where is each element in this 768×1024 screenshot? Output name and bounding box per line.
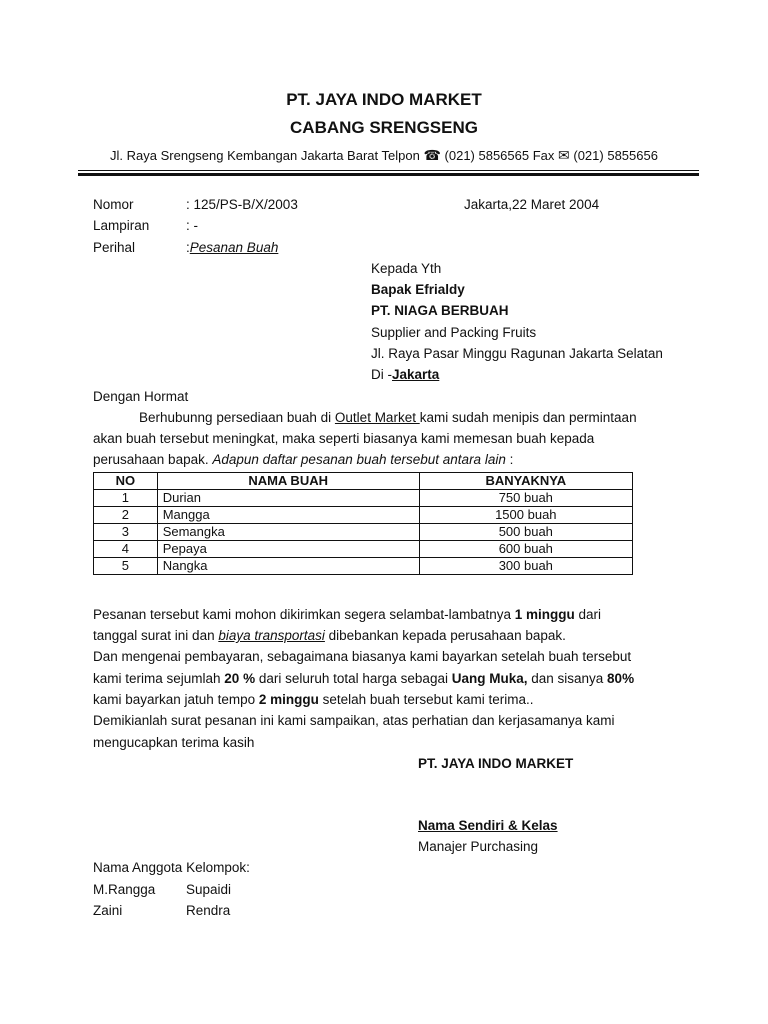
header-divider-thick xyxy=(78,173,699,176)
lampiran-label: Lampiran xyxy=(93,218,150,233)
paragraph-1-line-1 xyxy=(139,410,637,426)
row-qty: 500 buah xyxy=(419,524,632,541)
address-line xyxy=(0,147,768,164)
p3-percent-20: 20 % xyxy=(224,671,256,686)
recipient-line2: Jl. Raya Pasar Minggu Ragunan Jakarta Selatan xyxy=(371,346,663,361)
paragraph-4-line-2: mengucapkan terima kasih xyxy=(93,735,255,750)
p3-percent-80: 80% xyxy=(607,671,635,686)
branch-title: CABANG SRENGSENG xyxy=(290,118,478,137)
table-header-row xyxy=(94,473,633,490)
p2-one-week: 1 minggu xyxy=(514,607,575,622)
nomor-value: : 125/PS-B/X/2003 xyxy=(186,197,298,212)
header-banyaknya: BANYAKNYA xyxy=(419,473,632,490)
place-date: Jakarta,22 Maret 2004 xyxy=(464,197,600,212)
header-nama-buah: NAMA BUAH xyxy=(157,473,419,490)
p2-line1-c: dari xyxy=(574,607,601,622)
nomor-label: Nomor xyxy=(93,197,134,212)
table-row xyxy=(94,524,633,541)
table-row xyxy=(94,558,633,575)
salutation: Dengan Hormat xyxy=(93,389,189,404)
paragraph-3-line-1: Dan mengenai pembayaran, sebagaimana biasanya kami bayarkan setelah buah tersebut xyxy=(93,649,632,664)
order-table xyxy=(93,472,633,575)
signature-company: PT. JAYA INDO MARKET xyxy=(418,756,574,771)
paragraph-2-line-2 xyxy=(93,628,566,644)
group-member-4: Rendra xyxy=(186,903,231,918)
signature-name: Nama Sendiri & Kelas xyxy=(418,818,558,833)
p2-line2-c: dibebankan kepada perusahaan bapak. xyxy=(324,628,566,643)
company-title: PT. JAYA INDO MARKET xyxy=(286,90,482,109)
p3-two-weeks: 2 minggu xyxy=(258,692,319,707)
recipient-company: PT. NIAGA BERBUAH xyxy=(371,303,509,318)
p3-line3-a: kami bayarkan jatuh tempo xyxy=(93,692,259,707)
recipient-greeting: Kepada Yth xyxy=(371,261,442,276)
telephone-icon: ☎ xyxy=(423,147,441,163)
group-label: Nama Anggota Kelompok: xyxy=(93,860,250,875)
recipient-city-line xyxy=(371,367,439,383)
row-fruit: Mangga xyxy=(157,507,419,524)
p3-down-payment: Uang Muka, xyxy=(451,671,528,686)
row-qty: 1500 buah xyxy=(419,507,632,524)
p1-text-a: Berhubunng persediaan buah di xyxy=(139,410,335,425)
paragraph-1-line-2: akan buah tersebut meningkat, maka seperti biasanya kami memesan buah kepada xyxy=(93,431,595,446)
row-no: 5 xyxy=(94,558,158,575)
p3-line2-c: dari seluruh total harga sebagai xyxy=(255,671,452,686)
row-fruit: Nangka xyxy=(157,558,419,575)
group-member-1: M.Rangga xyxy=(93,882,156,897)
p1-text-c: kami sudah menipis dan permintaan xyxy=(419,410,637,425)
fax-number: (021) 5855656 xyxy=(573,148,658,163)
recipient-city: Jakarta xyxy=(392,367,440,382)
signature-role: Manajer Purchasing xyxy=(418,839,539,854)
row-no: 3 xyxy=(94,524,158,541)
row-qty: 300 buah xyxy=(419,558,632,575)
phone-number: (021) 5856565 Fax xyxy=(444,148,555,163)
row-fruit: Durian xyxy=(157,490,419,507)
header-divider-thin xyxy=(78,170,699,171)
p1-outlet-market: Outlet Market xyxy=(334,410,420,425)
group-member-3: Zaini xyxy=(93,903,123,918)
p1-line3-a: perusahaan bapak. xyxy=(93,452,213,467)
paragraph-1-line-3 xyxy=(93,452,513,468)
row-qty: 750 buah xyxy=(419,490,632,507)
header-no: NO xyxy=(94,473,158,490)
table-row xyxy=(94,490,633,507)
p1-line3-c: : xyxy=(509,452,514,467)
address-text: Jl. Raya Srengseng Kembangan Jakarta Barat Telpon xyxy=(110,148,420,163)
table-row xyxy=(94,541,633,558)
group-member-2: Supaidi xyxy=(186,882,232,897)
p3-line2-a: kami terima sejumlah xyxy=(93,671,225,686)
perihal-colon: : xyxy=(186,240,190,255)
row-no: 1 xyxy=(94,490,158,507)
perihal-line xyxy=(186,240,278,256)
row-no: 4 xyxy=(94,541,158,558)
row-fruit: Pepaya xyxy=(157,541,419,558)
paragraph-2-line-1 xyxy=(93,607,601,623)
row-fruit: Semangka xyxy=(157,524,419,541)
p2-transport-cost: biaya transportasi xyxy=(218,628,325,643)
fax-icon: ✉ xyxy=(558,147,570,163)
recipient-name: Bapak Efrialdy xyxy=(371,282,465,297)
p2-line1-a: Pesanan tersebut kami mohon dikirimkan segera selambat-lambatnya xyxy=(93,607,515,622)
p2-line2-a: tanggal surat ini dan xyxy=(93,628,219,643)
paragraph-3-line-3 xyxy=(93,692,533,708)
p1-line3-b: Adapun daftar pesanan buah tersebut antara lain xyxy=(212,452,510,467)
recipient-di-prefix: Di - xyxy=(371,367,392,382)
paragraph-3-line-2 xyxy=(93,671,634,687)
lampiran-value: : - xyxy=(186,218,198,233)
p3-line2-e: dan sisanya xyxy=(527,671,608,686)
table-row xyxy=(94,507,633,524)
paragraph-4-line-1: Demikianlah surat pesanan ini kami sampaikan, atas perhatian dan kerjasamanya kami xyxy=(93,713,615,728)
perihal-value: Pesanan Buah xyxy=(189,240,279,255)
perihal-label: Perihal xyxy=(93,240,136,255)
row-no: 2 xyxy=(94,507,158,524)
recipient-line1: Supplier and Packing Fruits xyxy=(371,325,537,340)
p3-line3-c: setelah buah tersebut kami terima.. xyxy=(318,692,534,707)
row-qty: 600 buah xyxy=(419,541,632,558)
